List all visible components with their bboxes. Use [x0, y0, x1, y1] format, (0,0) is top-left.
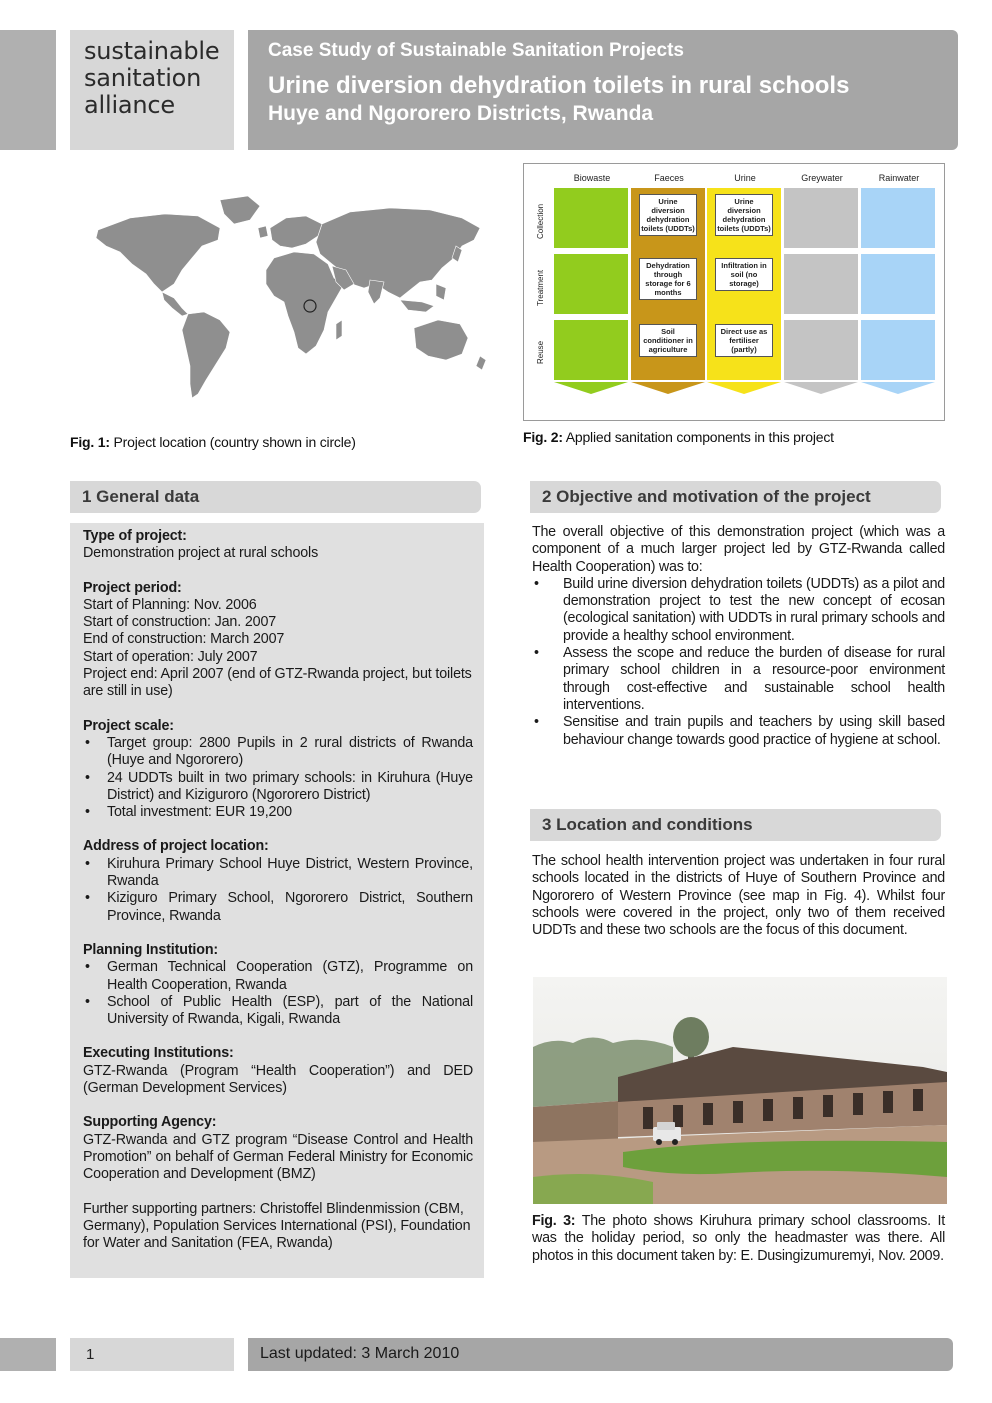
further-partners: Further supporting partners: Christoffel Blindenmission (CBM, Germany), Population Services International (PSI), Foundation for Water and Sanitation (FEA, Rwanda)	[83, 1200, 471, 1252]
urine-reuse-box: Direct use as fertiliser (partly)	[715, 324, 773, 357]
footer-banner	[248, 1338, 953, 1371]
faeces-reuse-box: Soil conditioner in agriculture	[639, 324, 697, 357]
rainwater-collection-cell	[861, 188, 935, 248]
planning-item: • German Technical Cooperation (GTZ), Programme on Health Cooperation, Rwanda	[83, 959, 473, 994]
scale-item: • Target group: 2800 Pupils in 2 rural districts of Rwanda (Huye and Ngororero)	[83, 735, 473, 770]
objective-item: • Assess the scope and reduce the burden of disease for rural primary school children in a resource-poor environment through cost-effective and sustainable school health interventions.	[532, 645, 945, 714]
logo-line-3: alliance	[84, 91, 175, 119]
school-photo	[533, 977, 947, 1204]
period-line: Start of Planning: Nov. 2006	[83, 596, 257, 613]
sustainable-sanitation-alliance-logo	[70, 30, 234, 150]
series-title: Case Study of Sustainable Sanitation Projects	[268, 40, 684, 61]
period-line: Start of operation: July 2007	[83, 648, 258, 665]
fig1-caption	[70, 434, 356, 450]
logo-line-2: sanitation	[84, 64, 202, 92]
fig3-caption	[532, 1213, 945, 1265]
rainwater-reuse-cell	[861, 320, 935, 380]
fig2-label: Fig. 2:	[523, 429, 563, 445]
supporting-heading: Supporting Agency:	[83, 1114, 217, 1131]
period-end: Project end: April 2007 (end of GTZ-Rwanda project, but toilets are still in use)	[83, 666, 472, 700]
address-item: • Kiziguro Primary School, Ngororero District, Southern Province, Rwanda	[83, 890, 473, 925]
section3-heading: 3 Location and conditions	[530, 809, 941, 841]
period-heading: Project period:	[83, 579, 182, 596]
header-side-block	[0, 30, 56, 150]
faeces-treatment-box: Dehydration through storage for 6 months	[639, 258, 697, 300]
type-heading: Type of project:	[83, 528, 187, 544]
urine-arrow	[707, 382, 781, 394]
col-header-urine: Urine	[734, 173, 756, 183]
fig3-caption-text: The photo shows Kiruhura primary school classrooms. It was the holiday period, so only the headmaster was there. All photos in this document taken by: E. Dusingizumuremyi, Nov. 2009.	[532, 1213, 945, 1264]
fig1-caption-text: Project location (country shown in circle)	[113, 434, 356, 450]
sanitation-components-diagram	[523, 163, 945, 421]
period-line: Start of construction: Jan. 2007	[83, 614, 277, 631]
world-map	[70, 188, 494, 420]
scale-item: • Total investment: EUR 19,200	[83, 804, 473, 821]
section2-intro: The overall objective of this demonstration project (which was a component of a much larger project led by GTZ-Rwanda called Health Cooperation) was to:	[532, 524, 945, 575]
fig2-caption	[523, 429, 834, 445]
section2-body	[532, 524, 945, 749]
address-item: • Kiruhura Primary School Huye District, Western Province, Rwanda	[83, 856, 473, 891]
rainwater-arrow	[861, 382, 935, 394]
fig2-caption-text: Applied sanitation components in this project	[565, 429, 834, 445]
section2-heading: 2 Objective and motivation of the project	[530, 481, 941, 513]
biowaste-treatment-cell	[554, 254, 628, 314]
col-header-rainwater: Rainwater	[878, 173, 920, 183]
scale-item: • 24 UDDTs built in two primary schools: in Kiruhura (Huye District) and Kiziguroro (Ngororero District)	[83, 770, 473, 805]
urine-collection-box: Urine diversion dehydration toilets (UDDTs)	[715, 194, 773, 236]
footer-page-box	[70, 1338, 234, 1371]
section3-body: The school health intervention project was undertaken in four rural schools located in the districts of Huye of Southern Province and Ngororero of Western Province (see map in Fig. 4). Whilst four schools were covered in the project, only two of them received UDDTs and these two schools are the focus of this document.	[532, 853, 945, 939]
logo-line-1: sustainable	[84, 37, 220, 65]
footer-side-block	[0, 1338, 56, 1371]
row-label-collection: Collection	[536, 203, 545, 239]
type-value: Demonstration project at rural schools	[83, 545, 319, 562]
executing-heading: Executing Institutions:	[83, 1045, 234, 1062]
document-title: Urine diversion dehydration toilets in rural schools	[268, 72, 850, 99]
period-line: End of construction: March 2007	[83, 631, 285, 648]
biowaste-arrow	[554, 382, 628, 394]
objective-item: • Build urine diversion dehydration toilets (UDDTs) as a pilot and demonstration project to test the new concept of ecosan (ecological sanitation) with UDDTs in rural primary schools and provide a healthy school environment.	[532, 576, 945, 645]
header-banner	[248, 30, 958, 150]
biowaste-collection-cell	[554, 188, 628, 248]
col-header-faeces: Faeces	[654, 173, 684, 183]
greywater-arrow	[784, 382, 858, 394]
row-label-treatment: Treatment	[536, 269, 545, 306]
urine-treatment-box: Infiltration in soil (no storage)	[715, 258, 773, 291]
document-subtitle: Huye and Ngororero Districts, Rwanda	[268, 102, 654, 125]
fig1-label: Fig. 1:	[70, 434, 110, 450]
executing-value: GTZ-Rwanda (Program “Health Cooperation”) and DED (German Development Services)	[83, 1062, 473, 1097]
col-header-biowaste: Biowaste	[573, 173, 611, 183]
planning-item: • School of Public Health (ESP), part of the National University of Rwanda, Kigali, Rwanda	[83, 994, 473, 1029]
greywater-collection-cell	[784, 188, 858, 248]
fig3-label: Fig. 3:	[532, 1213, 576, 1229]
rainwater-treatment-cell	[861, 254, 935, 314]
faeces-arrow	[631, 382, 705, 394]
greywater-reuse-cell	[784, 320, 858, 380]
greywater-treatment-cell	[784, 254, 858, 314]
supporting-value: GTZ-Rwanda and GTZ program “Disease Control and Health Promotion” on behalf of German Federal Ministry for Economic Cooperation and Development (BMZ)	[83, 1131, 473, 1183]
general-data-panel	[70, 523, 484, 1278]
objective-item: • Sensitise and train pupils and teachers by using skill based behaviour change towards good practice of hygiene at school.	[532, 714, 945, 749]
biowaste-reuse-cell	[554, 320, 628, 380]
scale-heading: Project scale:	[83, 717, 174, 734]
last-updated: Last updated: 3 March 2010	[260, 1345, 460, 1362]
section1-heading: 1 General data	[70, 481, 481, 513]
general-data-content	[83, 528, 473, 1252]
planning-heading: Planning Institution:	[83, 941, 219, 958]
faeces-collection-box: Urine diversion dehydration toilets (UDDTs)	[639, 194, 697, 236]
row-label-reuse: Reuse	[536, 340, 545, 364]
page-number: 1	[86, 1346, 95, 1363]
address-heading: Address of project location:	[83, 838, 269, 855]
col-header-greywater: Greywater	[801, 173, 843, 183]
